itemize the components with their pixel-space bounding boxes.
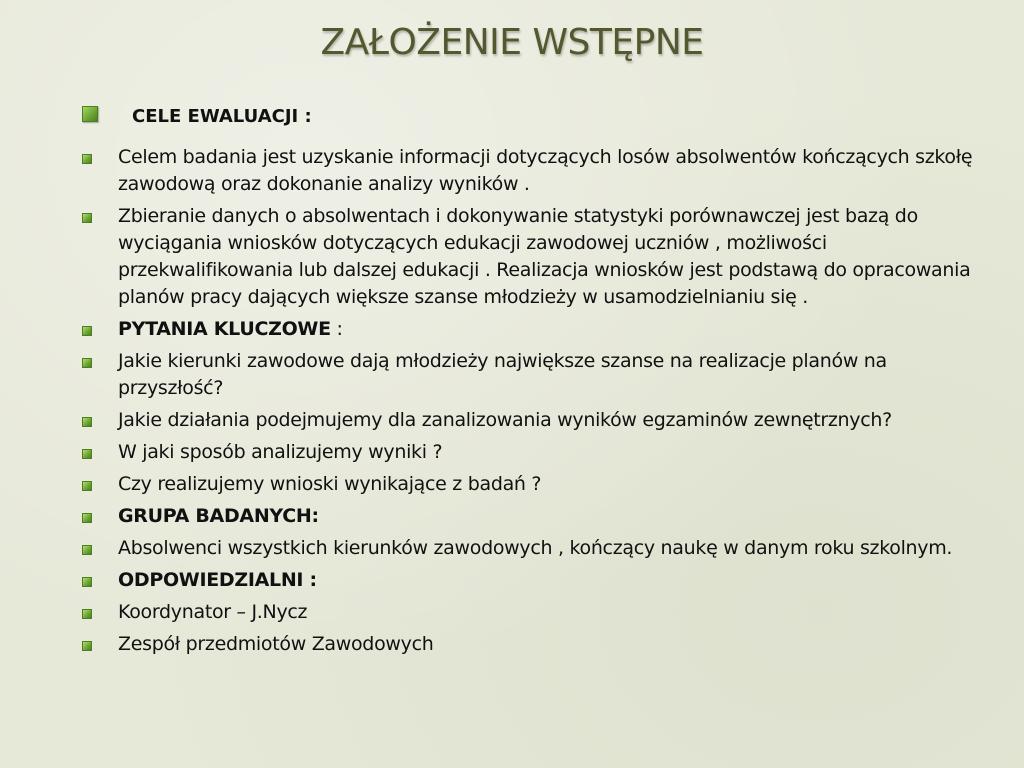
bullet-list [80, 144, 980, 663]
subheading-row [82, 106, 312, 127]
list-item-text: PYTANIA KLUCZOWE [118, 318, 331, 340]
bullet-square-icon [82, 513, 92, 523]
list-item-text: Zbieranie danych o absolwentach i dokonywanie statystyki porównawczej jest bazą do wyciągania wniosków dotyczących edukacji zawodowej uczniów , możliwości przekwalifikowania lub dalszej edukacji . Realizacja wniosków jest podstawą do opracowania planów pracy dających większe szanse młodzieży w usamodzielnianiu się . [118, 205, 971, 308]
list-item [80, 348, 980, 402]
list-item [80, 631, 980, 658]
subheading-cele-ewaluacji: CELE EWALUACJI : [132, 106, 312, 127]
bullet-square-icon [82, 449, 92, 459]
list-item [80, 203, 980, 311]
list-item [80, 535, 980, 562]
bullet-square-icon [82, 358, 92, 368]
bullet-square-icon [82, 326, 92, 336]
list-item-text: Jakie kierunki zawodowe dają młodzieży największe szanse na realizacje planów na przyszłość? [118, 350, 887, 399]
list-item [80, 407, 980, 434]
list-item-heading-grupa [80, 503, 980, 530]
list-item [80, 439, 980, 466]
list-item-text: GRUPA BADANYCH: [118, 505, 319, 527]
list-item-text: Koordynator – J.Nycz [118, 601, 308, 623]
list-item [80, 144, 980, 198]
bullet-square-icon [82, 641, 92, 651]
list-item-heading-odpowiedzialni [80, 567, 980, 594]
list-item-text: Jakie działania podejmujemy dla zanalizowania wyników egzaminów zewnętrznych? [118, 409, 892, 431]
bullet-square-icon [82, 417, 92, 427]
list-item-text: Czy realizujemy wnioski wynikające z badań ? [118, 473, 542, 495]
slide-title: ZAŁOŻENIE WSTĘPNE [320, 22, 704, 63]
list-item-text: ODPOWIEDZIALNI : [118, 569, 317, 591]
list-item-text: Zespół przedmiotów Zawodowych [118, 633, 434, 655]
list-item-text: W jaki sposób analizujemy wyniki ? [118, 441, 443, 463]
list-item-suffix: : [330, 318, 343, 340]
list-item [80, 599, 980, 626]
bullet-square-icon [82, 609, 92, 619]
list-item-heading-pytania [80, 316, 980, 343]
bullet-square-icon [82, 577, 92, 587]
bullet-square-icon [82, 481, 92, 491]
list-item-text: Absolwenci wszystkich kierunków zawodowych , kończący naukę w danym roku szkolnym. [118, 537, 953, 559]
list-item [80, 471, 980, 498]
bullet-square-icon [82, 106, 98, 122]
list-item-text: Celem badania jest uzyskanie informacji dotyczących losów absolwentów kończących szkołę zawodową oraz dokonanie analizy wyników . [118, 146, 973, 195]
bullet-square-icon [82, 154, 92, 164]
bullet-square-icon [82, 545, 92, 555]
bullet-square-icon [82, 213, 92, 223]
